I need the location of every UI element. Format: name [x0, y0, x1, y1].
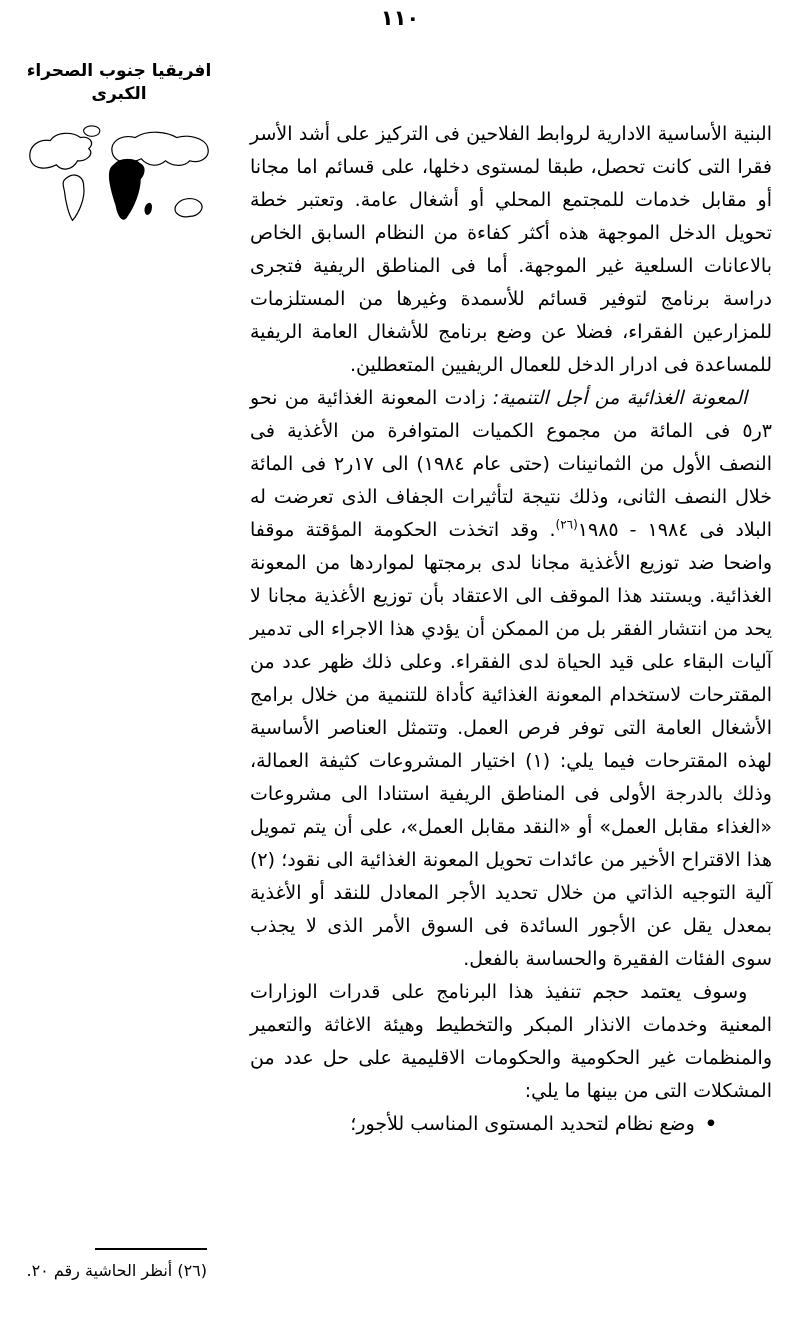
north-america-shape	[30, 133, 92, 169]
footnote-text: (٢٦) أنظر الحاشية رقم ٢٠.	[26, 1261, 207, 1280]
page-number: ١١٠	[380, 6, 420, 30]
region-caption-line2: الكبرى	[91, 83, 147, 104]
footnote-marker: (٢٦)	[555, 517, 578, 532]
footnote-rule	[95, 1248, 207, 1250]
world-map	[22, 112, 214, 252]
south-america-shape	[63, 175, 84, 220]
bullet-marker: •	[704, 1113, 717, 1135]
paragraph-2-text-b: . وقد اتخذت الحكومة المؤقتة موقفا واضحا ضد توزيع الأغذية مجانا لدى برمجتها لمواردها من المعونة الغذائية. ويستند هذا الموقف الى الاعتقاد بأن توزيع الأغذية مجانا لا يحد من انتشار الفقر بل من الممكن أن يؤدي هذا الاجراء الى تدمير آليات البقاء على قيد الحياة لدى الفقراء. وعلى ذلك ظهر عدد من المقترحات لاستخدام المعونة الغذائية كأداة للتنمية من خلال برامج الأشغال العامة التى توفر فرص العمل. وتتمثل العناصر الأساسية لهذه المقترحات فيما يلي: (١) اختيار المشروعات كثيفة العمالة، وذلك بالدرجة الأولى فى المناطق الريفية استنادا الى مشروعات «الغذاء مقابل العمل» أو «النقد مقابل العمل»، على أن يتم تمويل هذا الاقتراح الأخير من عائدات تحويل المعونة الغذائية الى نقود؛ (٢) آلية التوجيه الذاتي من خلال تحديد الأجر المعادل للنقد أو الأغذية بمعدل يقل عن الأجور السائدة فى السوق الأمر الذى لا يجذب سوى الفئات الفقيرة والحساسة بالفعل.	[250, 519, 772, 970]
australia-shape	[175, 199, 202, 217]
madagascar-shape	[145, 203, 152, 214]
paragraph-3: وسوف يعتمد حجم تنفيذ هذا البرنامج على قدرات الوزارات المعنية وخدمات الانذار المبكر والتخطيط وهيئة الاغاثة والتعمير والمنظمات غير الحكومية والحكومات الاقليمية على حل عدد من المشكلات التى من بينها ما يلي:	[250, 981, 772, 1102]
bullet-text: وضع نظام لتحديد المستوى المناسب للأجور؛	[350, 1113, 695, 1135]
region-caption	[0, 60, 238, 106]
africa-shape	[109, 159, 144, 219]
paragraph-1: البنية الأساسية الادارية لروابط الفلاحين فى التركيز على أشد الأسر فقرا التى كانت تحصل، طبقا لمستوى دخلها، على قسائم اما مجانا أو مقابل خدمات للمجتمع المحلي أو أشغال عامة. وتعتبر خطة تحويل الدخل الموجهة هذه أكثر كفاءة من النظام السابق الخاص بالاعانات السلعية غير الموجهة. أما فى المناطق الريفية فتجرى دراسة برنامج لتوفير قسائم للأسمدة وغيرها من المستلزمات للمزارعين الفقراء، فضلا عن وضع برنامج للأشغال العامة الريفية للمساعدة فى ادرار الدخل للعمال الريفيين المتعطلين.	[250, 123, 772, 376]
greenland-shape	[84, 126, 100, 136]
paragraph-2-lead: المعونة الغذائية من أجل التنمية:	[492, 387, 748, 409]
region-caption-line1: افريقيا جنوب الصحراء	[26, 61, 212, 81]
world-map-svg	[22, 112, 214, 252]
body-text	[250, 118, 772, 1141]
paragraph-2	[250, 382, 772, 976]
footnote	[12, 1248, 207, 1283]
bullet-item	[250, 1108, 772, 1141]
paragraph-2-text-a: زادت المعونة الغذائية من نحو ٣ر٥ فى المائة من مجموع الكميات المتوافرة من الأغذية فى النصف الأول من الثمانينات (حتى عام ١٩٨٤) الى ١٧ر٢ فى المائة خلال النصف الثانى، وذلك نتيجة لتأثيرات الجفاف الذى تعرضت له البلاد فى ١٩٨٤ - ١٩٨٥	[250, 387, 773, 541]
